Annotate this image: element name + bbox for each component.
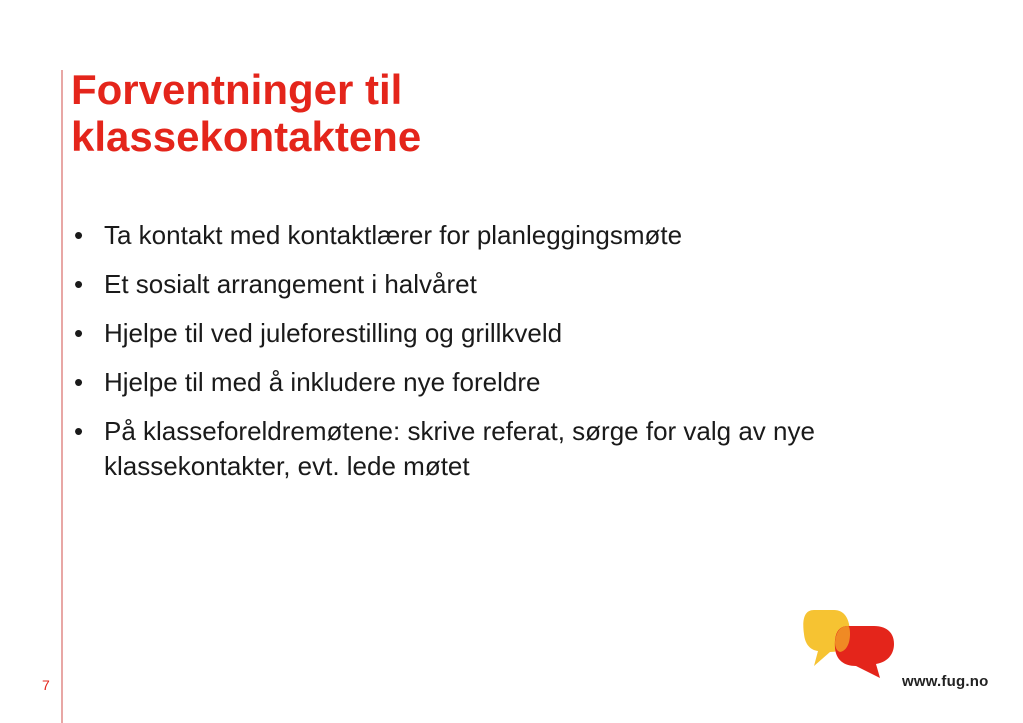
slide-title-line-2: klassekontaktene — [71, 113, 422, 160]
slide-title-line-1: Forventninger til — [71, 66, 403, 113]
bullet-list — [74, 218, 974, 498]
bullet-item — [74, 267, 974, 302]
bullet-symbol: • — [74, 220, 84, 250]
website-url[interactable]: www.fug.no — [902, 673, 989, 690]
bullet-text: Ta kontakt med kontaktlærer for planleggingsmøte — [104, 220, 683, 250]
speech-bubbles-logo-icon — [800, 604, 900, 686]
bullet-item — [74, 316, 974, 351]
bullet-text: På klasseforeldremøtene: skrive referat, sørge for valg av nye klassekontakter, evt. lede møtet — [104, 416, 815, 481]
bullet-symbol: • — [74, 416, 84, 446]
bullet-symbol: • — [74, 318, 84, 348]
accent-vertical-line — [61, 70, 63, 723]
slide-title — [71, 66, 871, 160]
bullet-item — [74, 218, 974, 253]
bullet-text: Hjelpe til ved juleforestilling og grillkveld — [104, 318, 563, 348]
page-number: 7 — [42, 677, 50, 693]
bullet-text: Hjelpe til med å inkludere nye foreldre — [104, 367, 541, 397]
bullet-symbol: • — [74, 367, 84, 397]
bullet-symbol: • — [74, 269, 84, 299]
bullet-text: Et sosialt arrangement i halvåret — [104, 269, 477, 299]
bullet-item — [74, 414, 974, 484]
bullet-item — [74, 365, 974, 400]
